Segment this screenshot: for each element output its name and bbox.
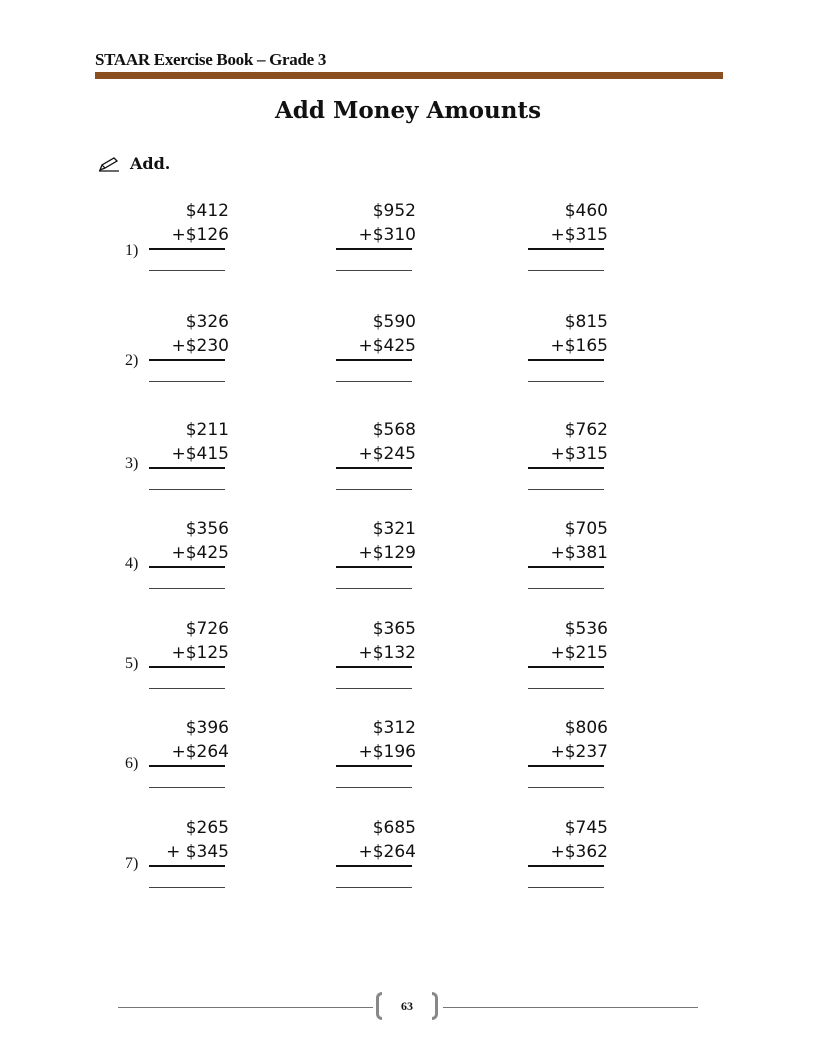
addend-bottom: +$245 [358, 444, 416, 464]
header-rule [95, 72, 723, 79]
sum-line [528, 467, 604, 469]
addend-bottom: +$415 [171, 444, 229, 464]
addend-bottom: +$215 [550, 643, 608, 663]
problem-label: 5) [125, 655, 139, 672]
addend-top: $590 [372, 312, 416, 332]
addend-bottom: +$126 [171, 225, 229, 245]
answer-line[interactable] [336, 688, 412, 689]
footer-rule-right [443, 1007, 698, 1008]
addend-top: $326 [185, 312, 229, 332]
sum-line [336, 865, 412, 867]
answer-line[interactable] [149, 489, 225, 490]
addend-bottom: +$425 [171, 543, 229, 563]
answer-line[interactable] [336, 381, 412, 382]
sum-line [336, 566, 412, 568]
sum-line [336, 359, 412, 361]
answer-line[interactable] [336, 270, 412, 271]
sum-line [336, 467, 412, 469]
addend-top: $536 [564, 619, 608, 639]
sum-line [149, 566, 225, 568]
answer-line[interactable] [336, 588, 412, 589]
problem-label: 7) [125, 855, 139, 872]
addend-bottom: +$196 [358, 742, 416, 762]
addend-bottom: +$315 [550, 444, 608, 464]
instruction [98, 154, 170, 173]
answer-line[interactable] [336, 489, 412, 490]
answer-line[interactable] [149, 787, 225, 788]
answer-line[interactable] [149, 270, 225, 271]
sum-line [149, 666, 225, 668]
answer-line[interactable] [528, 887, 604, 888]
answer-line[interactable] [528, 270, 604, 271]
answer-line[interactable] [336, 787, 412, 788]
sum-line [528, 865, 604, 867]
addend-top: $745 [564, 818, 608, 838]
addend-top: $815 [564, 312, 608, 332]
problem-label: 4) [125, 555, 139, 572]
addend-top: $412 [185, 201, 229, 221]
addend-bottom: +$264 [358, 842, 416, 862]
answer-line[interactable] [149, 887, 225, 888]
sum-line [149, 359, 225, 361]
answer-line[interactable] [528, 688, 604, 689]
addend-top: $356 [185, 519, 229, 539]
problem-label: 3) [125, 455, 139, 472]
addend-bottom: +$165 [550, 336, 608, 356]
sum-line [149, 248, 225, 250]
sum-line [149, 865, 225, 867]
sum-line [149, 467, 225, 469]
right-bracket-icon [432, 992, 438, 1020]
answer-line[interactable] [149, 688, 225, 689]
answer-line[interactable] [149, 588, 225, 589]
sum-line [528, 666, 604, 668]
header-title: STAAR Exercise Book – Grade 3 [95, 50, 327, 69]
instruction-label: Add. [130, 154, 171, 173]
addend-bottom: +$230 [171, 336, 229, 356]
addend-bottom: +$362 [550, 842, 608, 862]
answer-line[interactable] [528, 787, 604, 788]
sum-line [336, 666, 412, 668]
sum-line [336, 248, 412, 250]
answer-line[interactable] [528, 381, 604, 382]
addend-bottom: +$129 [358, 543, 416, 563]
addend-bottom: + $345 [166, 842, 229, 862]
sum-line [528, 765, 604, 767]
addend-top: $806 [564, 718, 608, 738]
addend-top: $762 [564, 420, 608, 440]
addend-bottom: +$264 [171, 742, 229, 762]
addend-top: $211 [185, 420, 229, 440]
problem-label: 1) [125, 242, 139, 259]
page-title: Add Money Amounts [274, 97, 542, 124]
addend-bottom: +$381 [550, 543, 608, 563]
addend-top: $568 [372, 420, 416, 440]
addend-top: $705 [564, 519, 608, 539]
answer-line[interactable] [149, 381, 225, 382]
sum-line [528, 359, 604, 361]
sum-line [528, 248, 604, 250]
addend-bottom: +$125 [171, 643, 229, 663]
sum-line [149, 765, 225, 767]
addend-bottom: +$425 [358, 336, 416, 356]
addend-top: $365 [372, 619, 416, 639]
sum-line [336, 765, 412, 767]
page-number: 63 [401, 999, 413, 1013]
pencil-icon [98, 156, 120, 172]
addend-bottom: +$237 [550, 742, 608, 762]
addend-top: $952 [372, 201, 416, 221]
addend-top: $312 [372, 718, 416, 738]
addend-top: $685 [372, 818, 416, 838]
footer-rule-left [118, 1007, 373, 1008]
addend-bottom: +$310 [358, 225, 416, 245]
answer-line[interactable] [528, 588, 604, 589]
problem-label: 6) [125, 755, 139, 772]
addend-bottom: +$132 [358, 643, 416, 663]
addend-top: $321 [372, 519, 416, 539]
addend-top: $460 [564, 201, 608, 221]
addend-top: $396 [185, 718, 229, 738]
answer-line[interactable] [528, 489, 604, 490]
addend-top: $726 [185, 619, 229, 639]
sum-line [528, 566, 604, 568]
addend-top: $265 [185, 818, 229, 838]
addend-bottom: +$315 [550, 225, 608, 245]
answer-line[interactable] [336, 887, 412, 888]
problem-label: 2) [125, 352, 139, 369]
